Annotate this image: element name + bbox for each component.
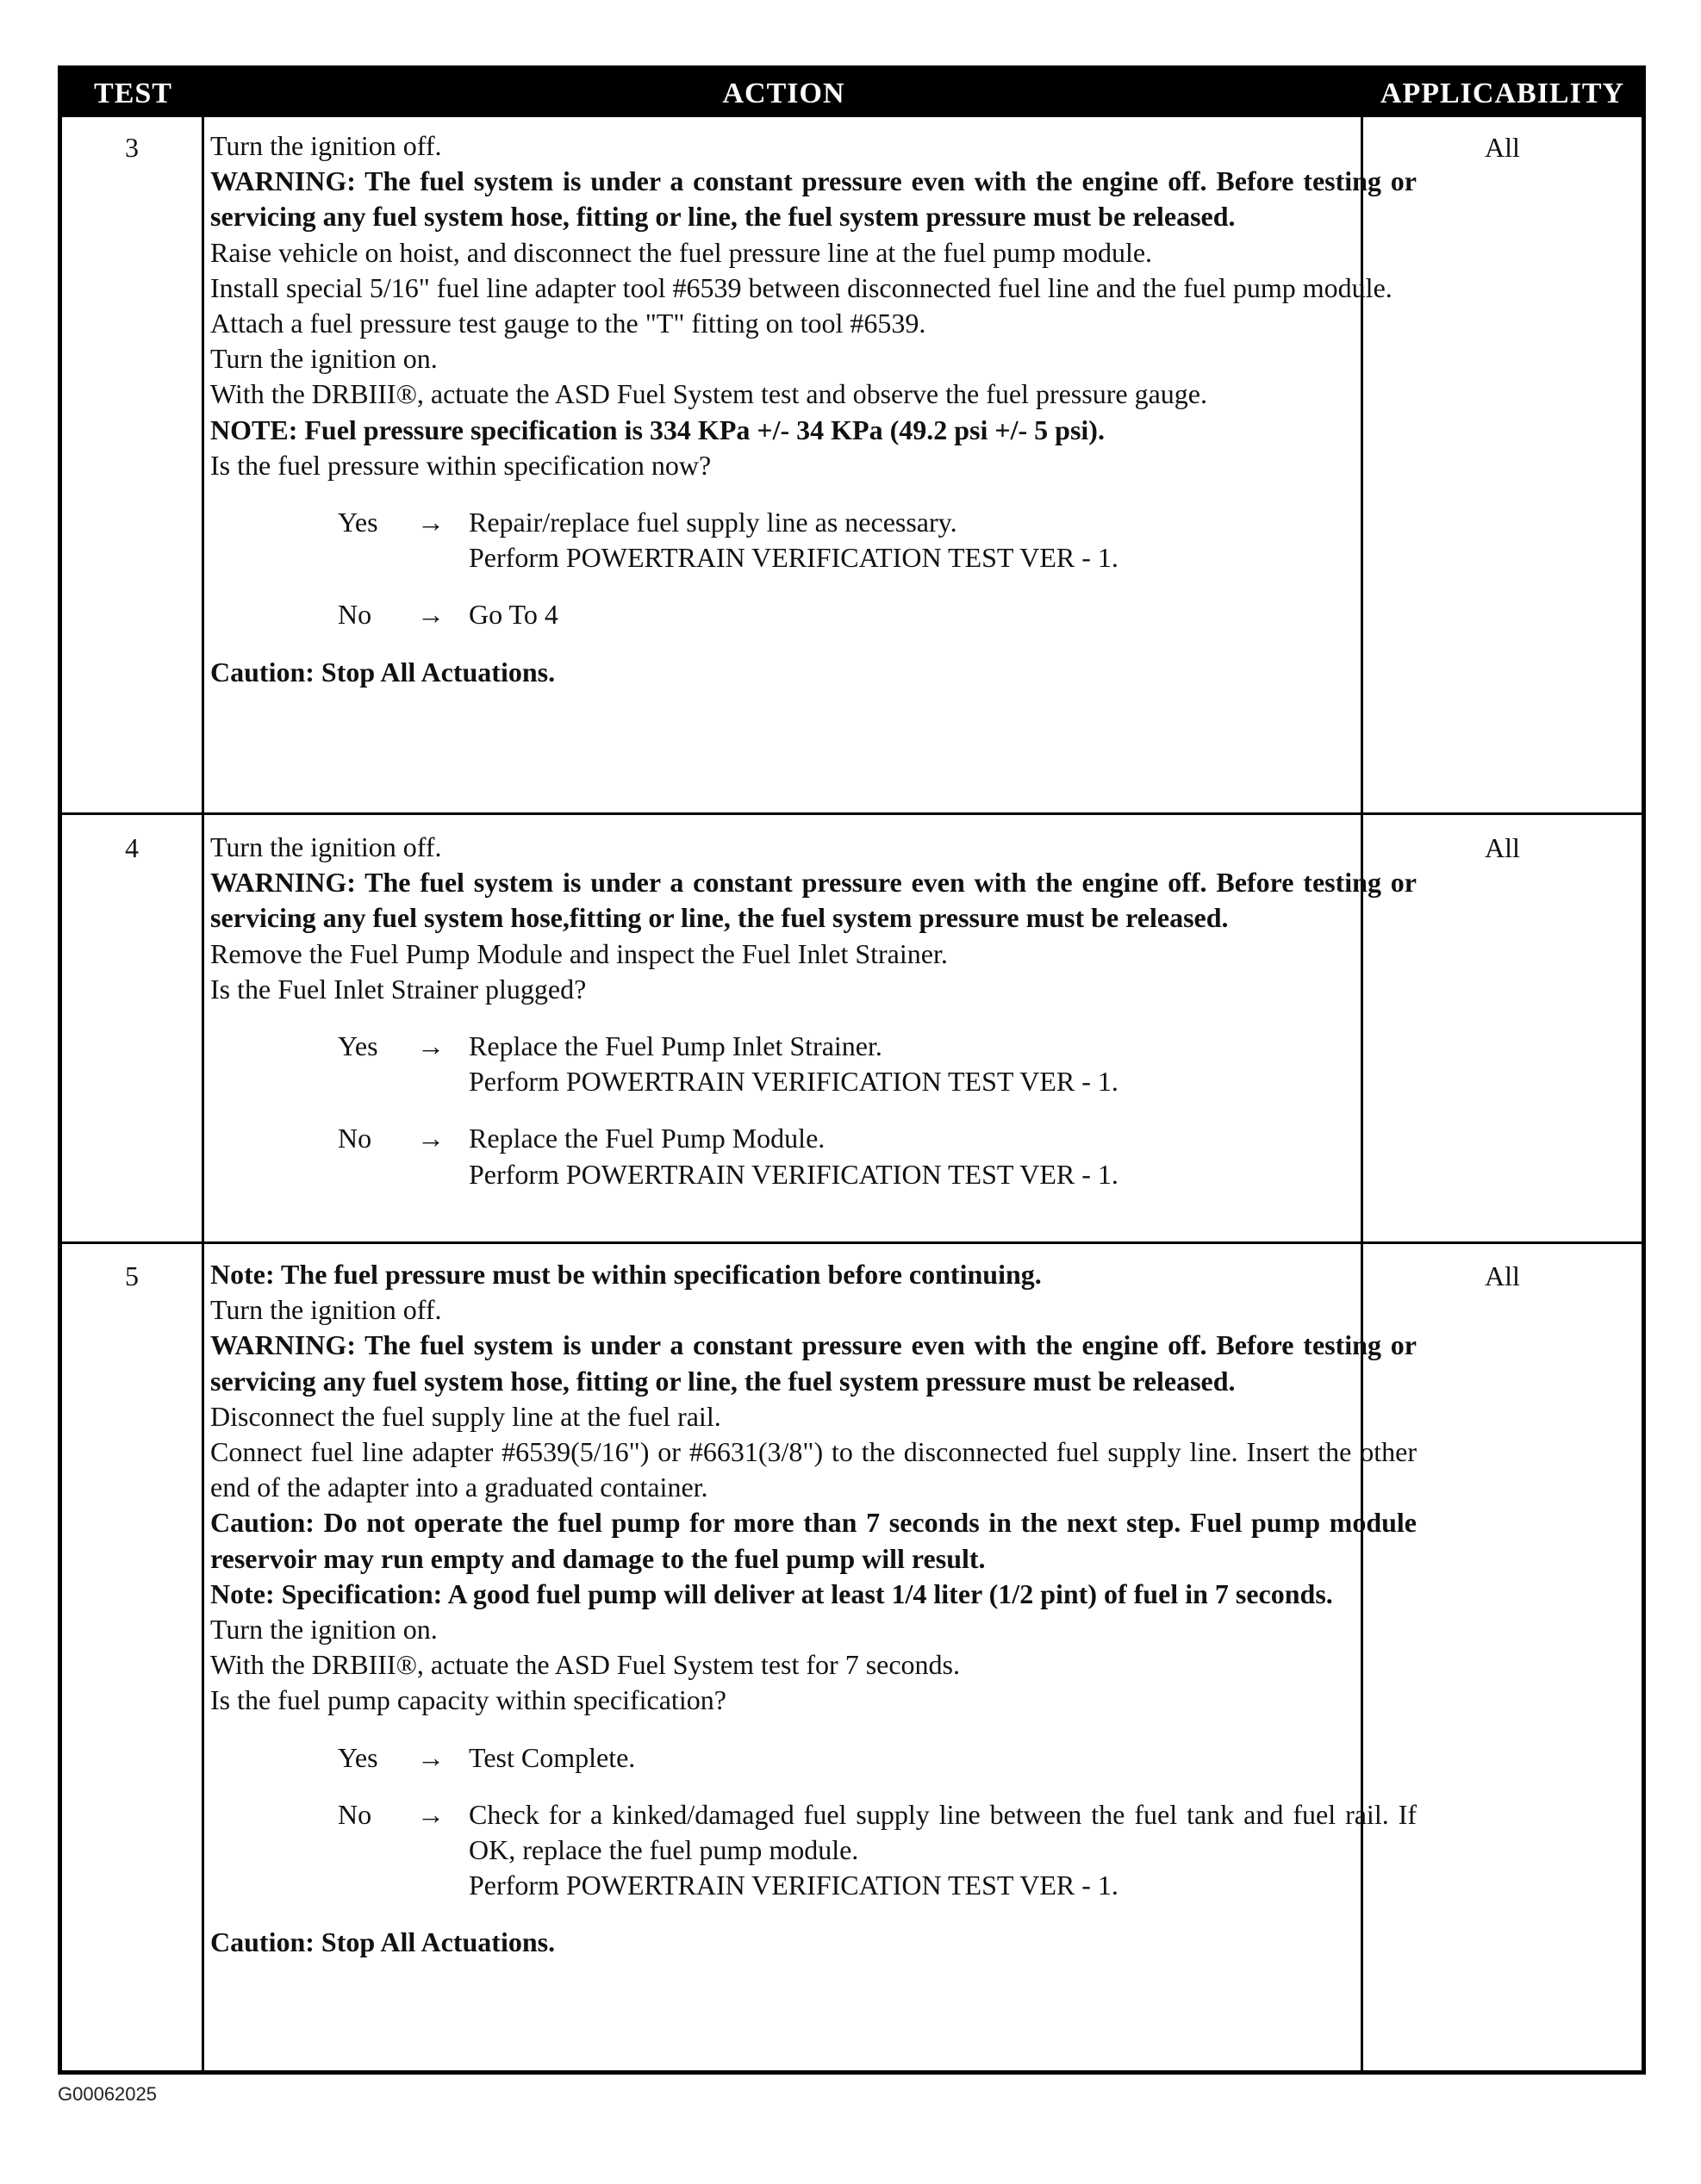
answer-result [469, 1740, 1417, 1776]
question-text: Is the fuel pressure within specification now? [210, 449, 712, 481]
result-line: Perform POWERTRAIN VERIFICATION TEST VER - 1. [469, 1158, 1118, 1190]
result-line: Perform POWERTRAIN VERIFICATION TEST VER - 1. [469, 542, 1118, 574]
applicability: All [1485, 1260, 1520, 1291]
result-line: Go To 4 [469, 599, 558, 631]
test-number: 4 [125, 832, 139, 863]
step-text: Attach a fuel pressure test gauge to the "T" fitting on tool #6539. [210, 308, 926, 339]
header-applicability: APPLICABILITY [1380, 78, 1625, 109]
note-text: NOTE: Fuel pressure specification is 334 KPa +/- 34 KPa (49.2 psi +/- 5 psi). [210, 414, 1105, 445]
diagnostic-test-table [58, 65, 1646, 2075]
answer-result [469, 505, 1417, 576]
test-5-action [210, 1257, 1417, 1961]
arrow-icon: → [417, 1741, 445, 1773]
answer-result [469, 1121, 1417, 1192]
warning-text: WARNING: The fuel system is under a constant pressure even with the engine off. Before testing or servicing any fuel system hose,fitting or line, the fuel system pressure must be released. [210, 867, 1417, 934]
caution-footer: Caution: Stop All Actuations. [210, 1926, 556, 1958]
step-text: Remove the Fuel Pump Module and inspect the Fuel Inlet Strainer. [210, 937, 948, 969]
caution-text: Caution: Do not operate the fuel pump for more than 7 seconds in the next step. Fuel pump module reservoir may run empty and damage to the fuel pump will result. [210, 1507, 1417, 1574]
caution-footer: Caution: Stop All Actuations. [210, 656, 556, 688]
arrow-icon: → [417, 507, 445, 538]
step-text: Turn the ignition on. [210, 343, 438, 375]
arrow-icon: → [417, 1030, 445, 1062]
warning-text: WARNING: The fuel system is under a constant pressure even with the engine off. Before testing or servicing any fuel system hose, fitting or line, the fuel system pressure must be released. [210, 1329, 1417, 1397]
table-header [62, 70, 1642, 117]
step-text: Disconnect the fuel supply line at the fuel rail. [210, 1400, 721, 1432]
test-3-action [210, 128, 1417, 690]
answer-no [210, 597, 1417, 632]
applicability: All [1485, 832, 1520, 863]
step-text: Turn the ignition off. [210, 130, 442, 161]
result-line: Perform POWERTRAIN VERIFICATION TEST VER - 1. [469, 1066, 1118, 1098]
answer-label: Yes [338, 507, 378, 538]
header-test: TEST [94, 78, 172, 109]
figure-id: G00062025 [58, 2083, 157, 2105]
answer-result [469, 597, 1417, 632]
step-text: Turn the ignition off. [210, 1294, 442, 1326]
step-text: Turn the ignition on. [210, 1614, 438, 1646]
step-text: Raise vehicle on hoist, and disconnect the fuel pressure line at the fuel pump module. [210, 236, 1153, 268]
arrow-icon: → [417, 1798, 445, 1830]
step-text: With the DRBIII®, actuate the ASD Fuel System test for 7 seconds. [210, 1649, 960, 1681]
step-text: Turn the ignition off. [210, 831, 442, 862]
step-text: With the DRBIII®, actuate the ASD Fuel System test and observe the fuel pressure gauge. [210, 378, 1207, 410]
answer-no [210, 1797, 1417, 1904]
result-line: Test Complete. [469, 1741, 636, 1773]
test-number: 5 [125, 1260, 139, 1291]
arrow-icon: → [417, 1123, 445, 1154]
test-4-action [210, 830, 1417, 1214]
warning-text: WARNING: The fuel system is under a constant pressure even with the engine off. Before testing or servicing any fuel system hose, fitting or line, the fuel system pressure must be released. [210, 165, 1417, 233]
row-divider [62, 1241, 1642, 1244]
applicability: All [1485, 132, 1520, 163]
answer-label: No [338, 599, 372, 631]
question-text: Is the fuel pump capacity within specification? [210, 1684, 726, 1716]
answer-no [210, 1121, 1417, 1192]
row-divider [62, 812, 1642, 815]
answer-result [469, 1029, 1417, 1099]
question-text: Is the Fuel Inlet Strainer plugged? [210, 973, 587, 1005]
arrow-icon: → [417, 599, 445, 631]
answer-result [469, 1797, 1417, 1904]
step-text: Install special 5/16" fuel line adapter tool #6539 between disconnected fuel line and the fuel pump module. [210, 271, 1393, 303]
result-line: Perform POWERTRAIN VERIFICATION TEST VER - 1. [469, 1870, 1118, 1901]
result-line: Repair/replace fuel supply line as necessary. [469, 507, 957, 538]
answer-label: No [338, 1798, 372, 1830]
result-line: Replace the Fuel Pump Module. [469, 1123, 826, 1154]
test-number: 3 [125, 132, 139, 163]
result-line: Replace the Fuel Pump Inlet Strainer. [469, 1030, 882, 1062]
answer-label: Yes [338, 1030, 378, 1062]
note-text: Note: The fuel pressure must be within specification before continuing. [210, 1259, 1042, 1290]
header-action: ACTION [722, 78, 845, 109]
column-divider [202, 117, 204, 2070]
answer-yes [210, 1029, 1417, 1099]
step-text: Connect fuel line adapter #6539(5/16") or #6631(3/8") to the disconnected fuel supply line. Insert the other end of the adapter into a graduated container. [210, 1436, 1417, 1503]
answer-label: No [338, 1123, 372, 1154]
answer-yes [210, 1740, 1417, 1776]
note-text: Note: Specification: A good fuel pump will deliver at least 1/4 liter (1/2 pint) of fuel in 7 seconds. [210, 1577, 1333, 1609]
answer-label: Yes [338, 1741, 378, 1773]
result-line: Check for a kinked/damaged fuel supply line between the fuel tank and fuel rail. If OK, replace the fuel pump module. [469, 1798, 1417, 1866]
answer-yes [210, 505, 1417, 576]
